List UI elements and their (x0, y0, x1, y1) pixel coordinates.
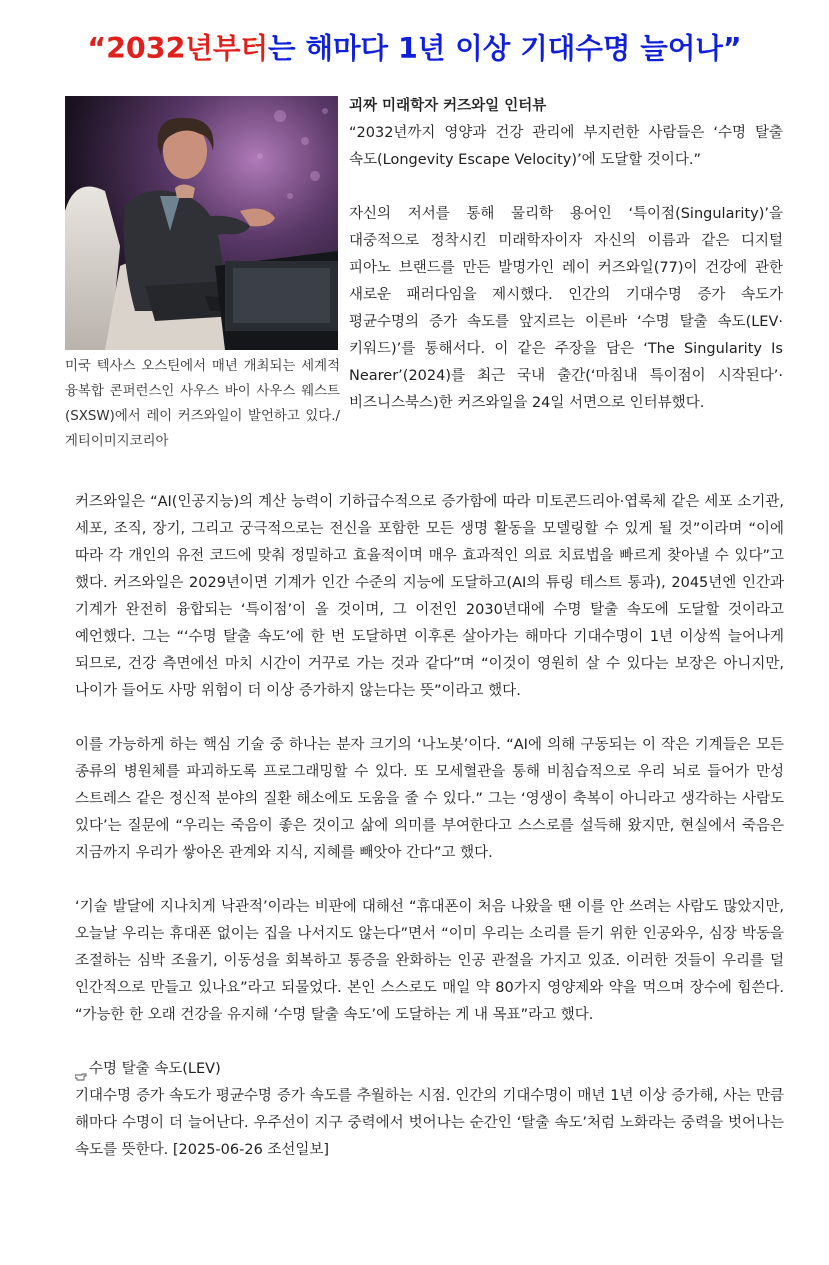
article-photo (65, 96, 338, 350)
definition-heading (75, 1056, 784, 1083)
pointing-hand-icon (75, 1065, 87, 1075)
photo-caption: 미국 텍사스 오스틴에서 매년 개최되는 세계적 융복합 콘퍼런스인 사우스 바이 사우스 웨스트(SXSW)에서 레이 커즈와일이 발언하고 있다./게티이미지코리아 (65, 359, 340, 449)
body-paragraph: ‘기술 발달에 지나치게 낙관적’이라는 비판에 대해선 “휴대폰이 처음 나왔을 땐 이를 안 쓰려는 사람도 많았지만, 오늘날 우리는 휴대폰 없이는 집을 나서지도 않는다”면서 “이미 우리는 소리를 듣기 위한 인공와우, 심장 박동을 조절하는 심박 조율기, 이동성을 회복하고 통증을 완화하는 인공 관절을 가지고 있죠. 이러한 것들이 우리를 덜 인간적으로 만들고 있나요”라고 되물었다. 본인 스스로도 매일 약 80가지 영양제와 약을 먹으며 장수에 힘쓴다. “가능한 한 오래 건강을 유지해 ‘수명 탈출 속도’에 도달하는 게 내 목표”라고 했다. (75, 899, 784, 1023)
body-paragraph: 커즈와일은 “AI(인공지능)의 계산 능력이 기하급수적으로 증가함에 따라 미토콘드리아·엽록체 같은 세포 소기관, 세포, 조직, 장기, 그리고 궁극적으로는 전신을 포함한 모든 생명 활동을 모델링할 수 있게 될 것”이라며 “이에 따라 각 개인의 유전 코드에 맞춰 정밀하고 효율적이며 매우 효과적인 의료 치료법을 빠르게 찾아낼 수 있다”고 했다. 커즈와일은 2029년이면 기계가 인간 수준의 지능에 도달하고(AI의 튜링 테스트 통과), 2045년엔 인간과 기계가 완전히 융합되는 ‘특이점’이 올 것이며, 그 이전인 2030년대에 수명 탈출 속도에 도달할 것이라고 예언했다. 그는 “‘수명 탈출 속도’에 한 번 도달하면 이후론 살아가는 해마다 기대수명이 1년 이상씩 늘어나게 되므로, 건강 측면에선 마치 시간이 거꾸로 가는 것과 같다”며 “이것이 영원히 살 수 있다는 보장은 아니지만, 나이가 들어도 사망 위험이 더 이상 증가하지 않는다는 뜻”이라고 했다. (75, 494, 784, 699)
definition-text: 기대수명 증가 속도가 평균수명 증가 속도를 추월하는 시점. 인간의 기대수명이 매년 1년 이상 증가해, 사는 만큼 해마다 수명이 더 늘어난다. 우주선이 지구 중력에서 벗어나는 순간인 ‘탈출 속도’처럼 노화라는 중력을 벗어나는 속도를 뜻한다. [2025-06-26 조선일보] (75, 1088, 784, 1158)
headline-red-part: “2032년부터 (87, 32, 269, 65)
headline (0, 26, 829, 67)
headline-blue-part: 는 해마다 1년 이상 기대수명 늘어나” (268, 32, 742, 65)
definition-title: 수명 탈출 속도(LEV) (89, 1061, 221, 1077)
intro-quote: “2032년까지 영양과 건강 관리에 부지런한 사람들은 ‘수명 탈출 속도(Longevity Escape Velocity)’에 도달할 것이다.” (349, 125, 783, 168)
intro-column (349, 93, 783, 417)
intro-paragraph: 자신의 저서를 통해 물리학 용어인 ‘특이점(Singularity)’을 대중적으로 정착시킨 미래학자이자 자신의 이름과 같은 디지털 피아노 브랜드를 만든 발명가인 레이 커즈와일(77)이 건강에 관한 새로운 패러다임을 제시했다. 인간의 기대수명 증가 속도가 평균수명의 증가 속도를 앞지르는 이른바 ‘수명 탈출 속도(LEV·키워드)’를 통해서다. 이 같은 주장을 담은 ‘The Singularity Is Nearer’(2024)를 최근 국내 출간(‘마침내 특이점이 시작된다’·비즈니스북스)한 커즈와일을 24일 서면으로 인터뷰했다. (349, 206, 783, 411)
article-body (75, 489, 784, 1164)
intro-subhead: 괴짜 미래학자 커즈와일 인터뷰 (349, 98, 547, 114)
body-paragraph: 이를 가능하게 하는 핵심 기술 중 하나는 분자 크기의 ‘나노봇’이다. “AI에 의해 구동되는 이 작은 기계들은 모든 종류의 병원체를 파괴하도록 프로그래밍할 수 있다. 또 모세혈관을 통해 비침습적으로 우리 뇌로 들어가 만성 스트레스 같은 정신적 분야의 질환 해소에도 도움을 줄 수 있다.” 그는 ‘영생이 축복이 아니라고 생각하는 사람도 있다’는 질문에 “우리는 죽음이 좋은 것이고 삶에 의미를 부여한다고 스스로를 설득해 왔지만, 현실에서 죽음은 지금까지 우리가 쌓아온 관계와 지식, 지혜를 빼앗아 간다”고 했다. (75, 737, 784, 861)
